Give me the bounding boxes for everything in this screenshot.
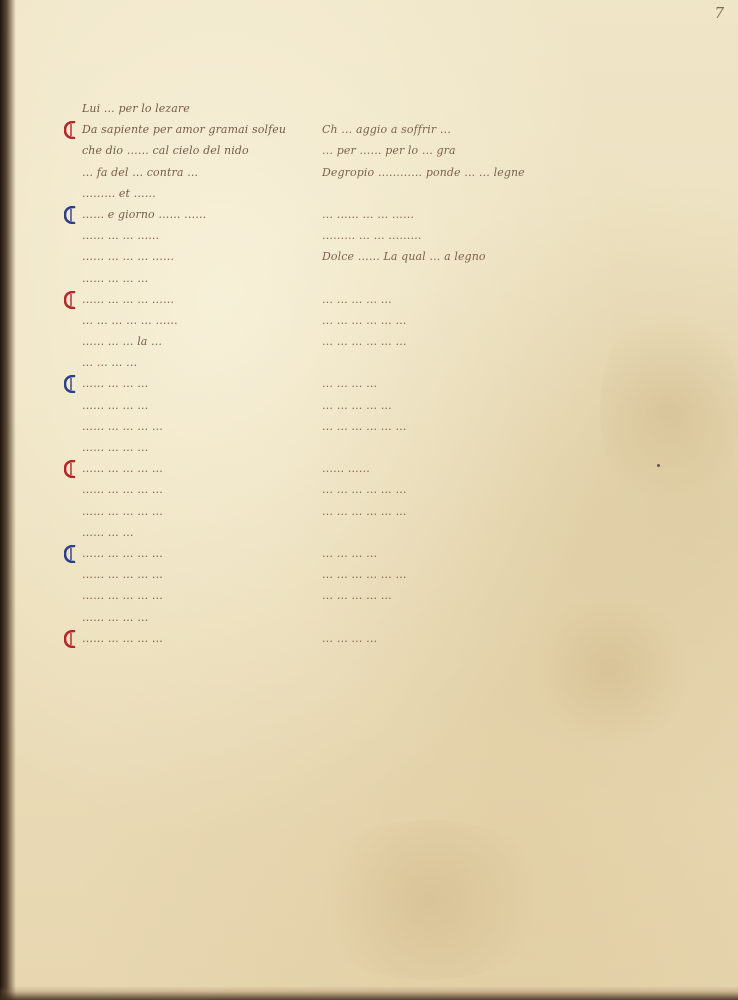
verse-right-half: ……… … … ……… bbox=[322, 229, 422, 243]
verse-left-half: …… … … … … bbox=[82, 419, 163, 433]
verse-line bbox=[82, 543, 602, 564]
verse-right-half: Ch … aggio a soffrir … bbox=[322, 123, 451, 137]
verse-line bbox=[82, 352, 602, 373]
binding-gutter bbox=[0, 0, 16, 1000]
page-bottom-edge bbox=[0, 986, 738, 1000]
verse-right-half: Dolce …… La qual … a legno bbox=[322, 250, 486, 264]
verse-line bbox=[82, 437, 602, 458]
verse-left-half: …… … … … … bbox=[82, 504, 163, 518]
verse-left-half: …… … … la … bbox=[82, 335, 163, 349]
verse-line bbox=[82, 162, 602, 183]
verse-right-half: … … … … bbox=[322, 546, 378, 560]
verse-left-half: …… … … … …… bbox=[82, 292, 175, 306]
red-paragraph-mark-icon bbox=[64, 291, 76, 309]
verse-right-half: … … … … … … bbox=[322, 504, 407, 518]
verse-left-half: …… … … … … bbox=[82, 483, 163, 497]
verse-line bbox=[82, 373, 602, 394]
verse-left-half: …… … … … … bbox=[82, 589, 163, 603]
verse-left-half: …… e giorno …… …… bbox=[82, 207, 207, 221]
verse-line bbox=[82, 522, 602, 543]
verse-line bbox=[82, 479, 602, 500]
verse-right-half: … … … … … bbox=[322, 292, 392, 306]
verse-right-half: … … … … … bbox=[322, 589, 392, 603]
parchment-stain bbox=[600, 300, 738, 520]
verse-left-half: Lui … per lo lezare bbox=[82, 102, 190, 115]
verse-line bbox=[82, 268, 602, 289]
verse-left-half: …… … … bbox=[82, 525, 134, 539]
verse-right-half: … …… … … …… bbox=[322, 207, 415, 221]
verse-line bbox=[82, 395, 602, 416]
verse-left-half: …… … … … …… bbox=[82, 250, 175, 264]
verse-right-half: … … … … bbox=[322, 631, 378, 645]
verse-left-half: … … … … … …… bbox=[82, 313, 178, 327]
verse-left-half: … fa del … contra … bbox=[82, 165, 199, 179]
verse-right-half: … … … … … … bbox=[322, 568, 407, 582]
ink-speck bbox=[657, 464, 660, 467]
verse-line bbox=[82, 310, 602, 331]
verse-right-half: …… …… bbox=[322, 462, 370, 476]
verse-left-half: ……… et …… bbox=[82, 186, 156, 200]
folio-number: 7 bbox=[714, 4, 724, 22]
verse-line bbox=[82, 607, 602, 628]
verse-right-half: … … … … … … bbox=[322, 313, 407, 327]
verse-left-half: Da sapiente per amor gramai solfeu bbox=[82, 123, 287, 137]
blue-paragraph-mark-icon bbox=[64, 545, 76, 563]
verse-left-half: che dio …… cal cielo del nido bbox=[82, 144, 249, 158]
verse-left-half: …… … … … … bbox=[82, 462, 163, 476]
red-paragraph-mark-icon bbox=[64, 460, 76, 478]
verse-left-half: …… … … … bbox=[82, 271, 149, 285]
verse-left-half: … … … … bbox=[82, 356, 138, 370]
parchment-stain bbox=[300, 820, 560, 980]
verse-right-half: … … … … … bbox=[322, 398, 392, 412]
verse-right-half: … … … … … … bbox=[322, 419, 407, 433]
verse-line bbox=[82, 140, 602, 161]
verse-left-half: …… … … … … bbox=[82, 568, 163, 582]
red-paragraph-mark-icon bbox=[64, 121, 76, 139]
blue-paragraph-mark-icon bbox=[64, 375, 76, 393]
verse-left-half: …… … … … bbox=[82, 398, 149, 412]
verse-left-half: …… … … … bbox=[82, 377, 149, 391]
verse-left-half: …… … … …… bbox=[82, 229, 160, 243]
verse-line bbox=[82, 416, 602, 437]
verse-line bbox=[82, 119, 602, 140]
verse-line bbox=[82, 289, 602, 310]
verse-left-half: …… … … … bbox=[82, 610, 149, 624]
red-paragraph-mark-icon bbox=[64, 630, 76, 648]
verse-line bbox=[82, 628, 602, 649]
verse-text-block bbox=[82, 98, 602, 649]
verse-left-half: …… … … … … bbox=[82, 631, 163, 645]
verse-line bbox=[82, 225, 602, 246]
verse-right-half: … … … … … … bbox=[322, 335, 407, 349]
verse-line bbox=[82, 204, 602, 225]
verse-left-half: …… … … … bbox=[82, 441, 149, 454]
verse-line bbox=[82, 183, 602, 204]
verse-line bbox=[82, 98, 602, 119]
verse-line bbox=[82, 331, 602, 352]
verse-line bbox=[82, 458, 602, 479]
verse-line bbox=[82, 585, 602, 606]
verse-right-half: Degropio ………… ponde … … legne bbox=[322, 165, 525, 179]
verse-line bbox=[82, 501, 602, 522]
verse-line bbox=[82, 564, 602, 585]
verse-right-half: … per …… per lo … gra bbox=[322, 144, 456, 158]
verse-right-half: … … … … … … bbox=[322, 483, 407, 497]
verse-line bbox=[82, 246, 602, 267]
verse-left-half: …… … … … … bbox=[82, 546, 163, 560]
blue-paragraph-mark-icon bbox=[64, 206, 76, 224]
verse-right-half: … … … … bbox=[322, 377, 378, 391]
